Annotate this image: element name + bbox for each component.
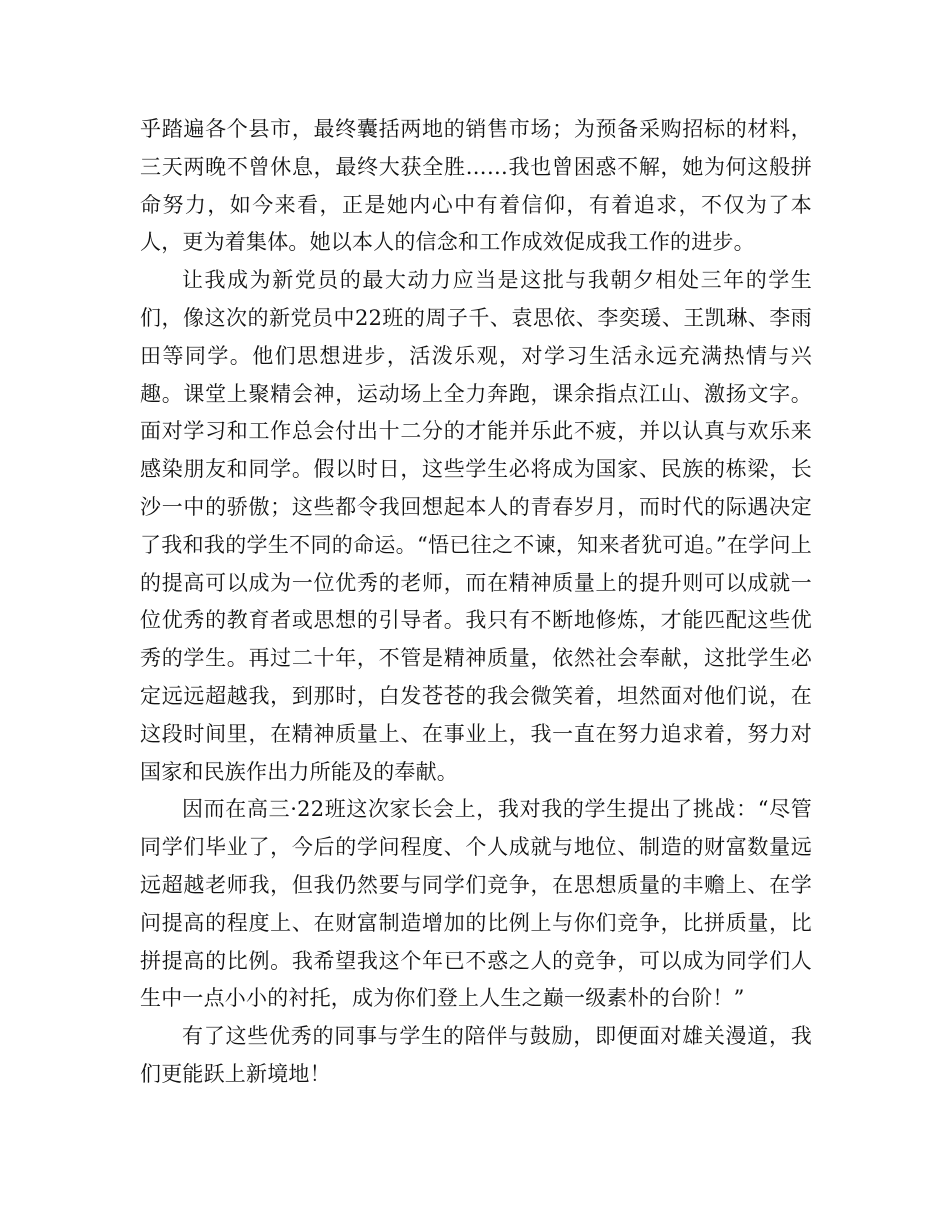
paragraph-3: 因而在高三·22班这次家长会上，我对我的学生提出了挑战：“尽管同学们毕业了，今后的学问程度、个人成就与地位、制造的财富数量远远超越老师我，但我仍然要与同学们竞争，在思想质量的丰赡上、在学问提高的程度上、在财富制造增加的比例上与你们竞争，比拼质量，比拼提高的比例。我希望我这个年已不惑之人的竞争，可以成为同学们人生中一点小小的衬托，成为你们登上人生之巅一级素朴的台阶！” (140, 797, 812, 1011)
paragraph-1: 乎踏遍各个县市，最终囊括两地的销售市场；为预备采购招标的材料，三天两晚不曾休息，最终大获全胜……我也曾困惑不解，她为何这般拼命努力，如今来看，正是她内心中有着信仰，有着追求，不仅为了本人，更为着集体。她以本人的信念和工作成效促成我工作的进步。 (140, 117, 812, 255)
document-body (140, 111, 812, 1094)
paragraph-2: 让我成为新党员的最大动力应当是这批与我朝夕相处三年的学生们，像这次的新党员中22班的周子千、袁思依、李奕瑗、王凯琳、李雨田等同学。他们思想进步，活泼乐观，对学习生活永远充满热情与兴趣。课堂上聚精会神，运动场上全力奔跑，课余指点江山、激扬文字。面对学习和工作总会付出十二分的才能并乐此不疲，并以认真与欢乐来感染朋友和同学。假以时日，这些学生必将成为国家、民族的栋梁，长沙一中的骄傲；这些都令我回想起本人的青春岁月，而时代的际遇决定了我和我的学生不同的命运。“悟已往之不谏，知来者犹可追。”在学问上的提高可以成为一位优秀的老师，而在精神质量上的提升则可以成就一位优秀的教育者或思想的引导者。我只有不断地修炼，才能匹配这些优秀的学生。再过二十年，不管是精神质量，依然社会奉献，这批学生必定远远超越我，到那时，白发苍苍的我会微笑着，坦然面对他们说，在这段时间里，在精神质量上、在事业上，我一直在努力追求着，努力对国家和民族作出力所能及的奉献。 (140, 268, 812, 784)
paragraph-4: 有了这些优秀的同事与学生的陪伴与鼓励，即便面对雄关漫道，我们更能跃上新境地！ (140, 1024, 812, 1086)
